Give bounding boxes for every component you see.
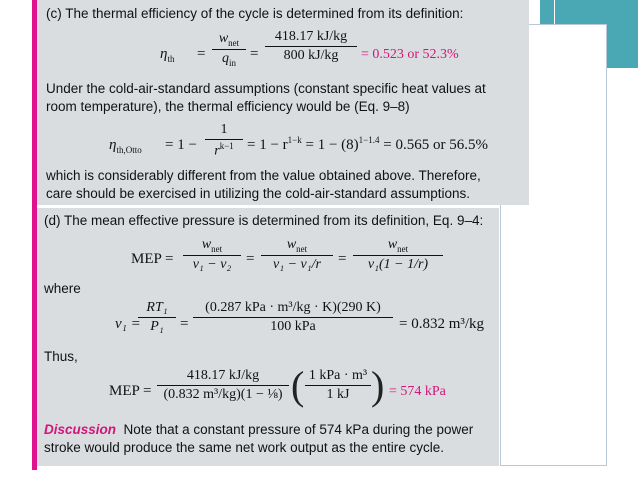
mep-label-2: MEP = bbox=[109, 383, 152, 399]
para2-line2: care should be exercised in utilizing the cold-air-standard assumptions. bbox=[46, 186, 470, 201]
unit-conversion-fraction: 1 kPa · m³ 1 kJ bbox=[305, 368, 371, 403]
discussion-line1: Discussion Note that a constant pressure of 574 kPa during the power bbox=[44, 422, 474, 437]
part-c-heading: (c) The thermal efficiency of the cycle is determined from its definition: bbox=[46, 6, 464, 21]
equals-sign: = bbox=[338, 251, 347, 267]
v1-value-fraction: (0.287 kPa · m³/kg · K)(290 K) 100 kPa bbox=[193, 300, 393, 335]
efficiency-value-fraction: 418.17 kJ/kg 800 kJ/kg bbox=[265, 29, 357, 64]
w-over-q-fraction: $w_{net}$ $q_{in}$ bbox=[212, 31, 246, 68]
mep-fraction-2: $w_{net}$ v₁ − v₁/r bbox=[261, 237, 333, 273]
part-d-panel bbox=[37, 208, 499, 466]
otto-mid: = 1 − bbox=[165, 137, 197, 153]
v1-result: = 0.832 m³/kg bbox=[399, 316, 485, 332]
eta-th-symbol: $\eta_{th}$ bbox=[160, 46, 175, 64]
thus-label: Thus, bbox=[44, 349, 78, 364]
part-c-panel bbox=[37, 0, 529, 205]
discussion-label: Discussion bbox=[44, 422, 117, 437]
mep-fraction-3: $w_{net}$ v₁(1 − 1/r) bbox=[353, 237, 443, 273]
para1-line1: Under the cold-air-standard assumptions (constant specific heat values at bbox=[46, 81, 486, 96]
para2-line1: which is considerably different from the value obtained above. Therefore, bbox=[46, 168, 481, 183]
mep-label: MEP = bbox=[131, 251, 174, 267]
rt-over-p-fraction: RT₁ P₁ bbox=[138, 300, 176, 335]
equals-sign: = bbox=[180, 316, 189, 332]
para1-line2: room temperature), the thermal efficiency would be (Eq. 9–8) bbox=[46, 99, 410, 114]
efficiency-result: = 0.523 or 52.3% bbox=[361, 47, 459, 62]
otto-rest: = $1 - r^{1-k} = 1 - (8)^{1-1.4} = 0.565$ or 56.5% bbox=[247, 135, 488, 153]
right-paren: ) bbox=[371, 363, 385, 408]
mep-result: = 574 kPa bbox=[389, 384, 446, 399]
v1-label: v₁ = bbox=[115, 316, 141, 332]
one-over-r-fraction: 1 $r^{k-1}$ bbox=[205, 122, 243, 160]
eta-otto-symbol: $\eta_{th,Otto}$ bbox=[109, 137, 142, 155]
where-label: where bbox=[44, 281, 81, 296]
equals-sign: = bbox=[197, 46, 206, 62]
equals-sign: = bbox=[246, 251, 255, 267]
part-d-heading: (d) The mean effective pressure is determined from its definition, Eq. 9–4: bbox=[44, 213, 484, 228]
equals-sign: = bbox=[250, 46, 259, 62]
mep-fraction-1: $w_{net}$ v₁ − v₂ bbox=[183, 237, 241, 273]
discussion-line2: stroke would produce the same net work output as the entire cycle. bbox=[44, 440, 444, 455]
left-paren: ( bbox=[291, 363, 305, 408]
mep-value-fraction: 418.17 kJ/kg (0.832 m³/kg)(1 − ⅛) bbox=[157, 368, 289, 403]
